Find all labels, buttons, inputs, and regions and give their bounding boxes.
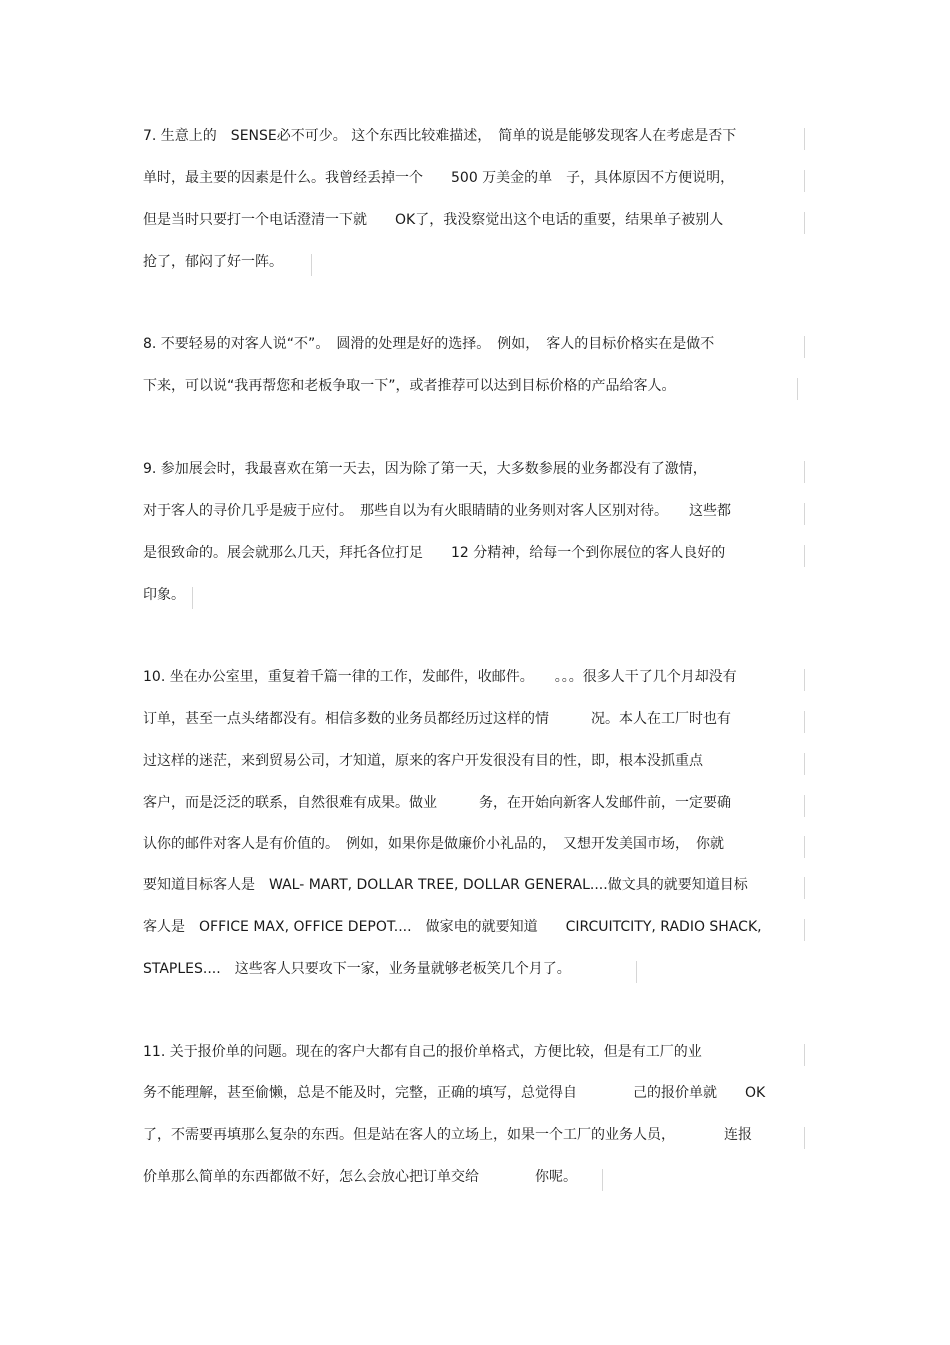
text-box-edge	[192, 587, 193, 609]
text-box-edge	[311, 254, 312, 276]
paragraph-10-line-6: 要知道目标客人是 WAL- MART, DOLLAR TREE, DOLLAR GENERAL....做文具的就要知道目标	[143, 877, 748, 893]
text-box-edge	[804, 170, 805, 192]
paragraph-7-line-2: 单时，最主要的因素是什么。我曾经丢掉一个 500 万美金的单 子，具体原因不方便说明，	[143, 170, 735, 186]
paragraph-9-line-2: 对于客人的寻价几乎是疲于应付。 那些自以为有火眼睛睛的业务则对客人区别对待。 这些都	[143, 503, 731, 519]
paragraph-7-line-4: 抢了，郁闷了好一阵。	[143, 254, 283, 270]
paragraph-11-line-2: 务不能理解，甚至偷懒，总是不能及时，完整，正确的填写，总觉得自 己的报价单就 OK	[143, 1085, 766, 1101]
text-box-edge	[804, 795, 805, 817]
paragraph-10-line-5: 认你的邮件对客人是有价值的。 例如，如果你是做廉价小礼品的， 又想开发美国市场， 你就	[143, 836, 724, 852]
paragraph-10-line-7: 客人是 OFFICE MAX, OFFICE DEPOT.... 做家电的就要知道 CIRCUITCITY, RADIO SHACK,	[143, 919, 762, 935]
text-box-edge	[804, 753, 805, 775]
paragraph-9-line-1: 9. 参加展会时，我最喜欢在第一天去，因为除了第一天，大多数参展的业务都没有了激情，	[143, 461, 707, 477]
paragraph-10-line-8: STAPLES.... 这些客人只要攻下一家，业务量就够老板笑几个月了。	[143, 961, 571, 977]
text-box-edge	[602, 1169, 603, 1191]
paragraph-7-line-3: 但是当时只要打一个电话澄清一下就 OK了，我没察觉出这个电话的重要，结果单子被别人	[143, 212, 724, 228]
text-box-edge	[804, 545, 805, 567]
paragraph-8-line-2: 下来，可以说“我再帮您和老板争取一下”，或者推荐可以达到目标价格的产品给客人。	[143, 378, 676, 394]
text-box-edge	[804, 503, 805, 525]
paragraph-10-line-1: 10. 坐在办公室里，重复着千篇一律的工作，发邮件，收邮件。 。。。很多人干了几个月却没有	[143, 669, 737, 685]
text-box-edge	[797, 378, 798, 400]
paragraph-9-line-3: 是很致命的。展会就那么几天，拜托各位打足 12 分精神，给每一个到你展位的客人良好的	[143, 545, 726, 561]
text-box-edge	[804, 1127, 805, 1149]
text-box-edge	[804, 919, 805, 941]
text-box-edge	[636, 961, 637, 983]
paragraph-10-line-4: 客户，而是泛泛的联系，自然很难有成果。做业 务，在开始向新客人发邮件前，一定要确	[143, 795, 731, 811]
text-box-edge	[804, 669, 805, 691]
text-box-edge	[804, 336, 805, 358]
paragraph-11-line-1: 11. 关于报价单的问题。现在的客户大都有自己的报价单格式，方便比较，但是有工厂的业	[143, 1044, 702, 1060]
paragraph-8-line-1: 8. 不要轻易的对客人说“不”。 圆滑的处理是好的选择。 例如， 客人的目标价格实在是做不	[143, 336, 715, 352]
text-box-edge	[804, 877, 805, 899]
paragraph-10-line-3: 过这样的迷茫，来到贸易公司，才知道，原来的客户开发很没有目的性，即，根本没抓重点	[143, 753, 703, 769]
text-box-edge	[804, 128, 805, 150]
text-box-edge	[804, 212, 805, 234]
paragraph-9-line-4: 印象。	[143, 587, 185, 603]
paragraph-7-line-1: 7. 生意上的 SENSE必不可少。 这个东西比较难描述， 简单的说是能够发现客人在考虑是否下	[143, 128, 737, 144]
paragraph-11-line-4: 价单那么简单的东西都做不好，怎么会放心把订单交给 你呢。	[143, 1169, 577, 1185]
text-box-edge	[804, 836, 805, 858]
text-box-edge	[804, 711, 805, 733]
text-box-edge	[804, 461, 805, 483]
paragraph-11-line-3: 了，不需要再填那么复杂的东西。但是站在客人的立场上，如果一个工厂的业务人员， 连报	[143, 1127, 752, 1143]
text-box-edge	[804, 1044, 805, 1066]
paragraph-10-line-2: 订单，甚至一点头绪都没有。相信多数的业务员都经历过这样的情 况。本人在工厂时也有	[143, 711, 731, 727]
